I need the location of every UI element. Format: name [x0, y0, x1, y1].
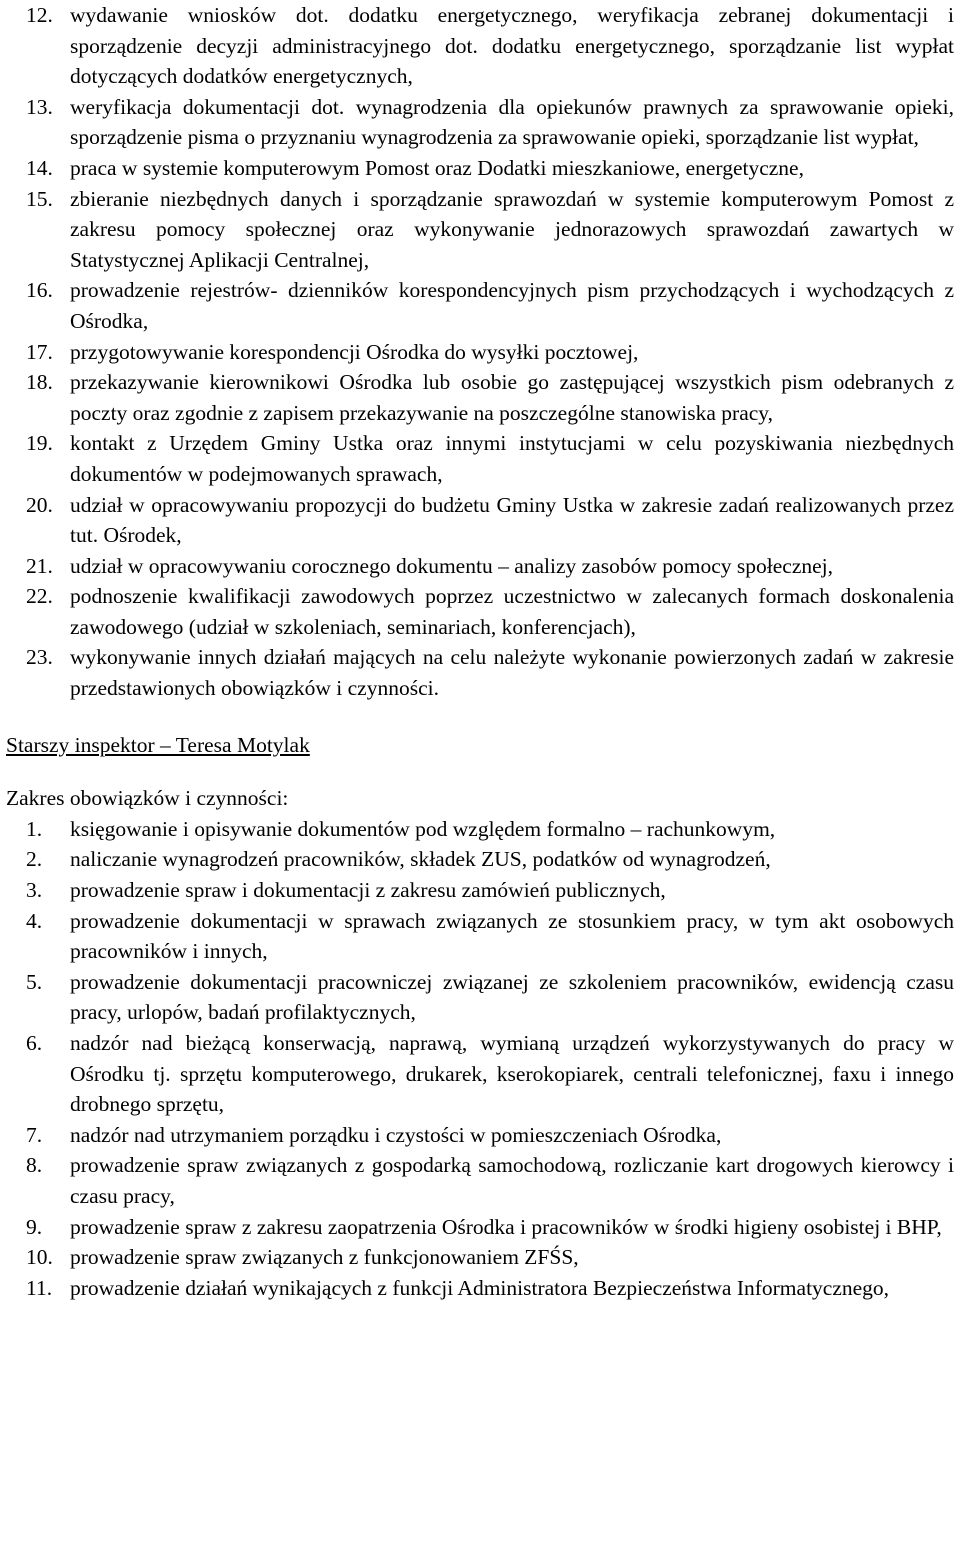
item-number: 2. [26, 847, 43, 872]
item-text: podnoszenie kwalifikacji zawodowych poprzez uczestnictwo w zalecanych formach doskonalenia zawodowego (udział w szkoleniach, seminariach, konferencjach), [70, 584, 954, 639]
list-item [4, 814, 958, 845]
item-text: prowadzenie spraw i dokumentacji z zakresu zamówień publicznych, [70, 878, 666, 903]
item-number: 16. [26, 278, 53, 303]
item-text: prowadzenie rejestrów- dzienników korespondencyjnych pism przychodzących i wychodzących z Ośrodka, [70, 278, 954, 333]
list-item [4, 275, 958, 336]
item-text: prowadzenie działań wynikających z funkcji Administratora Bezpieczeństwa Informatycznego, [70, 1275, 890, 1300]
item-text: wykonywanie innych działań mających na celu należyte wykonanie powierzonych zadań w zakresie przedstawionych obowiązków i czynności. [70, 645, 954, 701]
section-title: Starszy inspektor – Teresa Motylak [6, 732, 310, 757]
item-number: 19. [26, 431, 53, 456]
list-item [4, 1273, 958, 1304]
item-text: prowadzenie spraw związanych z gospodarką samochodową, rozliczanie kart drogowych kierowcy i czasu pracy, [70, 1153, 954, 1208]
list-item [4, 490, 958, 551]
section-subheading: Zakres obowiązków i czynności: [6, 786, 289, 811]
item-text: prowadzenie spraw związanych z funkcjonowaniem ZFŚS, [70, 1245, 579, 1270]
item-text: nadzór nad utrzymaniem porządku i czystości w pomieszczeniach Ośrodka, [70, 1122, 722, 1147]
item-text: nadzór nad bieżącą konserwacją, naprawą, wymianą urządzeń wykorzystywanych do pracy w Ośrodku tj. sprzętu komputerowego, drukarek, kserokopiarek, centrali telefonicznej, faxu i innego drobnego sprzętu, [70, 1031, 954, 1117]
item-number: 10. [26, 1245, 53, 1270]
list-item [4, 0, 958, 92]
item-number: 4. [26, 908, 43, 933]
item-number: 13. [26, 94, 53, 119]
item-number: 1. [26, 816, 43, 841]
list-item [4, 1150, 958, 1211]
list-item [4, 367, 958, 428]
item-text: prowadzenie dokumentacji w sprawach związanych ze stosunkiem pracy, w tym akt osobowych pracowników i innych, [70, 908, 954, 964]
list-item [4, 875, 958, 906]
list-item [4, 1120, 958, 1151]
item-text: przygotowywanie korespondencji Ośrodka do wysyłki pocztowej, [70, 339, 639, 364]
item-text: praca w systemie komputerowym Pomost oraz Dodatki mieszkaniowe, energetyczne, [70, 155, 804, 180]
item-number: 20. [26, 492, 53, 517]
item-text: zbieranie niezbędnych danych i sporządzanie sprawozdań w systemie komputerowym Pomost z zakresu pomocy społecznej oraz wykonywanie jednorazowych sprawozdań zawartych w Statystycznej Aplikacji Centralnej, [70, 186, 954, 272]
item-number: 5. [26, 969, 43, 994]
list-item [4, 153, 958, 184]
list-item [4, 428, 958, 489]
item-number: 22. [26, 584, 53, 609]
item-text: przekazywanie kierownikowi Ośrodka lub osobie go zastępującej wszystkich pism odebranych z poczty oraz zgodnie z zapisem przekazywanie na poszczególne stanowiska pracy, [70, 370, 954, 425]
list-item [4, 642, 958, 703]
item-number: 6. [26, 1031, 43, 1055]
item-number: 18. [26, 370, 53, 395]
list-item [4, 1028, 958, 1120]
item-text: wydawanie wniosków dot. dodatku energetycznego, weryfikacja zebranej dokumentacji i sporządzenie decyzji administracyjnego dot. dodatku energetycznego, sporządzanie list wypłat dotyczących dodatków energetycznych, [70, 3, 954, 89]
duties-list [4, 814, 958, 1304]
list-item [4, 92, 958, 153]
list-item [4, 906, 958, 967]
duties-list-continued [4, 0, 958, 704]
item-number: 3. [26, 878, 43, 903]
item-number: 12. [26, 3, 53, 27]
item-number: 7. [26, 1122, 43, 1147]
list-item [4, 1242, 958, 1273]
item-number: 17. [26, 339, 53, 364]
item-number: 11. [26, 1275, 53, 1300]
item-text: kontakt z Urzędem Gminy Ustka oraz innymi instytucjami w celu pozyskiwania niezbędnych dokumentów w podejmowanych sprawach, [70, 431, 954, 486]
list-item [4, 581, 958, 642]
item-text: udział w opracowywaniu corocznego dokumentu – analizy zasobów pomocy społecznej, [70, 553, 833, 578]
item-text: udział w opracowywaniu propozycji do budżetu Gminy Ustka w zakresie zadań realizowanych przez tut. Ośrodek, [70, 492, 954, 548]
list-item [4, 184, 958, 276]
list-item [4, 337, 958, 368]
item-text: naliczanie wynagrodzeń pracowników, składek ZUS, podatków od wynagrodzeń, [70, 847, 771, 872]
item-text: księgowanie i opisywanie dokumentów pod względem formalno – rachunkowym, [70, 816, 776, 841]
item-number: 9. [26, 1214, 43, 1239]
item-number: 8. [26, 1153, 43, 1178]
item-text: weryfikacja dokumentacji dot. wynagrodzenia dla opiekunów prawnych za sprawowanie opieki, sporządzenie pisma o przyznaniu wynagrodzenia za sprawowanie opieki, sporządzanie list wypłat, [70, 94, 954, 150]
item-number: 14. [26, 155, 53, 180]
list-item [4, 967, 958, 1028]
item-number: 15. [26, 186, 53, 211]
item-text: prowadzenie dokumentacji pracowniczej związanej ze szkoleniem pracowników, ewidencją czasu pracy, urlopów, badań profilaktycznych, [70, 969, 954, 1025]
item-number: 23. [26, 645, 53, 670]
list-item [4, 551, 958, 582]
list-item [4, 844, 958, 875]
list-item [4, 1212, 958, 1243]
item-number: 21. [26, 553, 53, 578]
item-text: prowadzenie spraw z zakresu zaopatrzenia Ośrodka i pracowników w środki higieny osobistej i BHP, [70, 1214, 942, 1239]
